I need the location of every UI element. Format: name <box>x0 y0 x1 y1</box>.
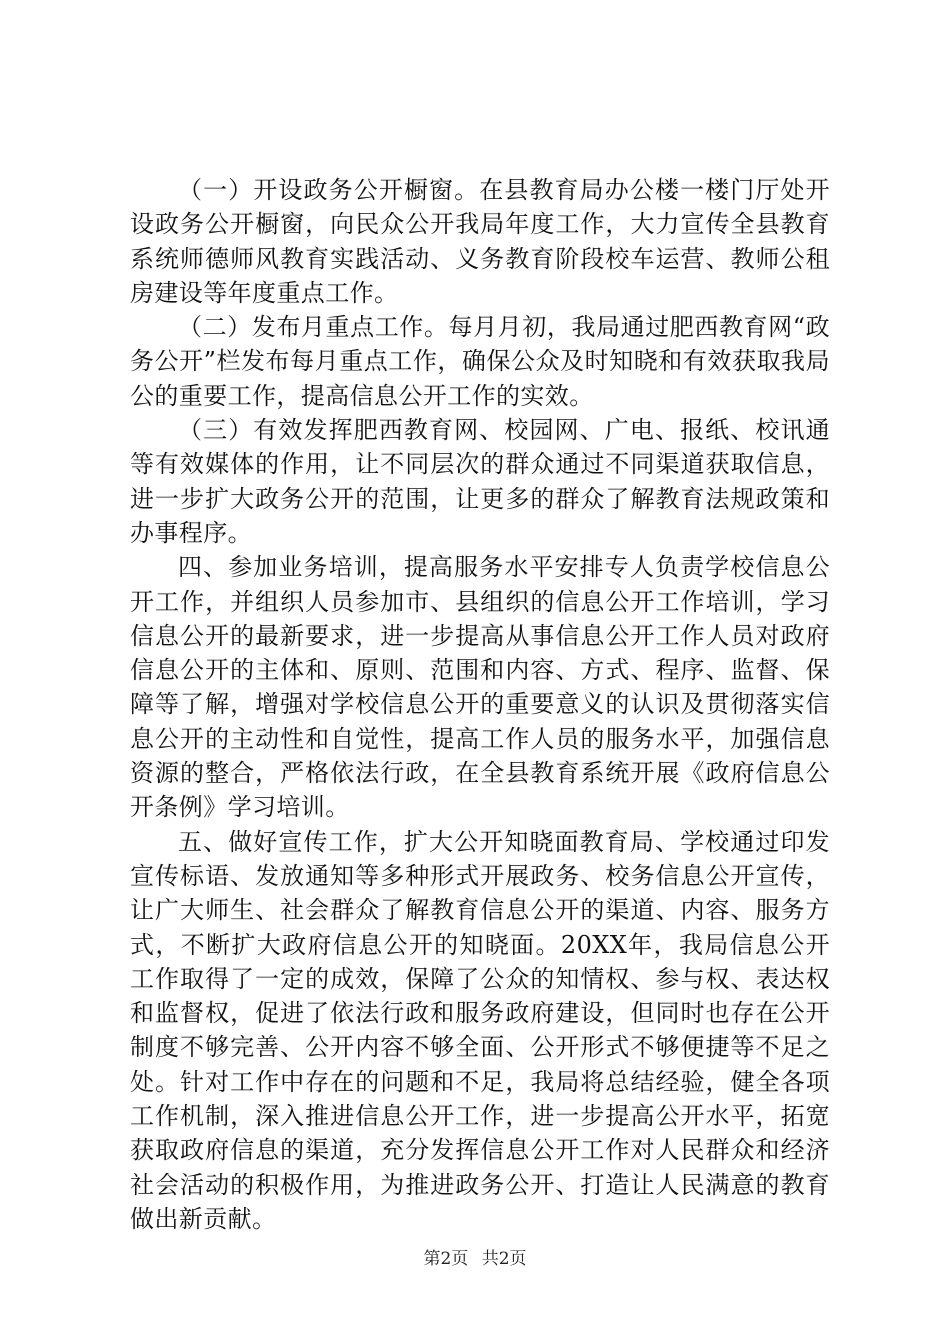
paragraph-2: （二）发布月重点工作。每月月初，我局通过肥西教育网“政务公开”栏发布每月重点工作，确保公众及时知晓和有效获取我局公的重要工作，提高信息公开工作的实效。 <box>130 313 830 410</box>
paragraph-3: （三）有效发挥肥西教育网、校园网、广电、报纸、校讯通等有效媒体的作用，让不同层次的群众通过不同渠道获取信息，进一步扩大政务公开的范围，让更多的群众了解教育法规政策和办事程序。 <box>130 416 830 547</box>
paragraph-1: （一）开设政务公开橱窗。在县教育局办公楼一楼门厅处开设政务公开橱窗，向民众公开我局年度工作，大力宣传全县教育系统师德师风教育实践活动、义务教育阶段校车运营、教师公租房建设等年度重点工作。 <box>130 176 830 307</box>
page-footer <box>0 1244 950 1269</box>
document-body <box>130 173 830 1236</box>
paragraph-5: 五、做好宣传工作，扩大公开知晓面教育局、学校通过印发宣传标语、发放通知等多种形式开展政务、校务信息公开宣传，让广大师生、社会群众了解教育信息公开的渠道、内容、服务方式，不断扩大政府信息公开的知晓面。20XX年，我局信息公开工作取得了一定的成效，保障了公众的知情权、参与权、表达权和监督权，促进了依法行政和服务政府建设，但同时也存在公开制度不够完善、公开内容不够全面、公开形式不够便捷等不足之处。针对工作中存在的问题和不足，我局将总结经验，健全各项工作机制，深入推进信息公开工作，进一步提高公开水平，拓宽获取政府信息的渠道，充分发挥信息公开工作对人民群众和经济社会活动的积极作用，为推进政务公开、打造让人民满意的教育做出新贡献。 <box>130 827 830 1233</box>
paragraph-4: 四、参加业务培训，提高服务水平安排专人负责学校信息公开工作，并组织人员参加市、县组织的信息公开工作培训，学习信息公开的最新要求，进一步提高从事信息公开工作人员对政府信息公开的主体和、原则、范围和内容、方式、程序、监督、保障等了解，增强对学校信息公开的重要意义的认识及贯彻落实信息公开的主动性和自觉性，提高工作人员的服务水平，加强信息资源的整合，严格依法行政，在全县教育系统开展《政府信息公开条例》学习培训。 <box>130 553 830 822</box>
page-total: 共2页 <box>481 1249 527 1269</box>
page-number: 第2页 <box>423 1249 469 1269</box>
